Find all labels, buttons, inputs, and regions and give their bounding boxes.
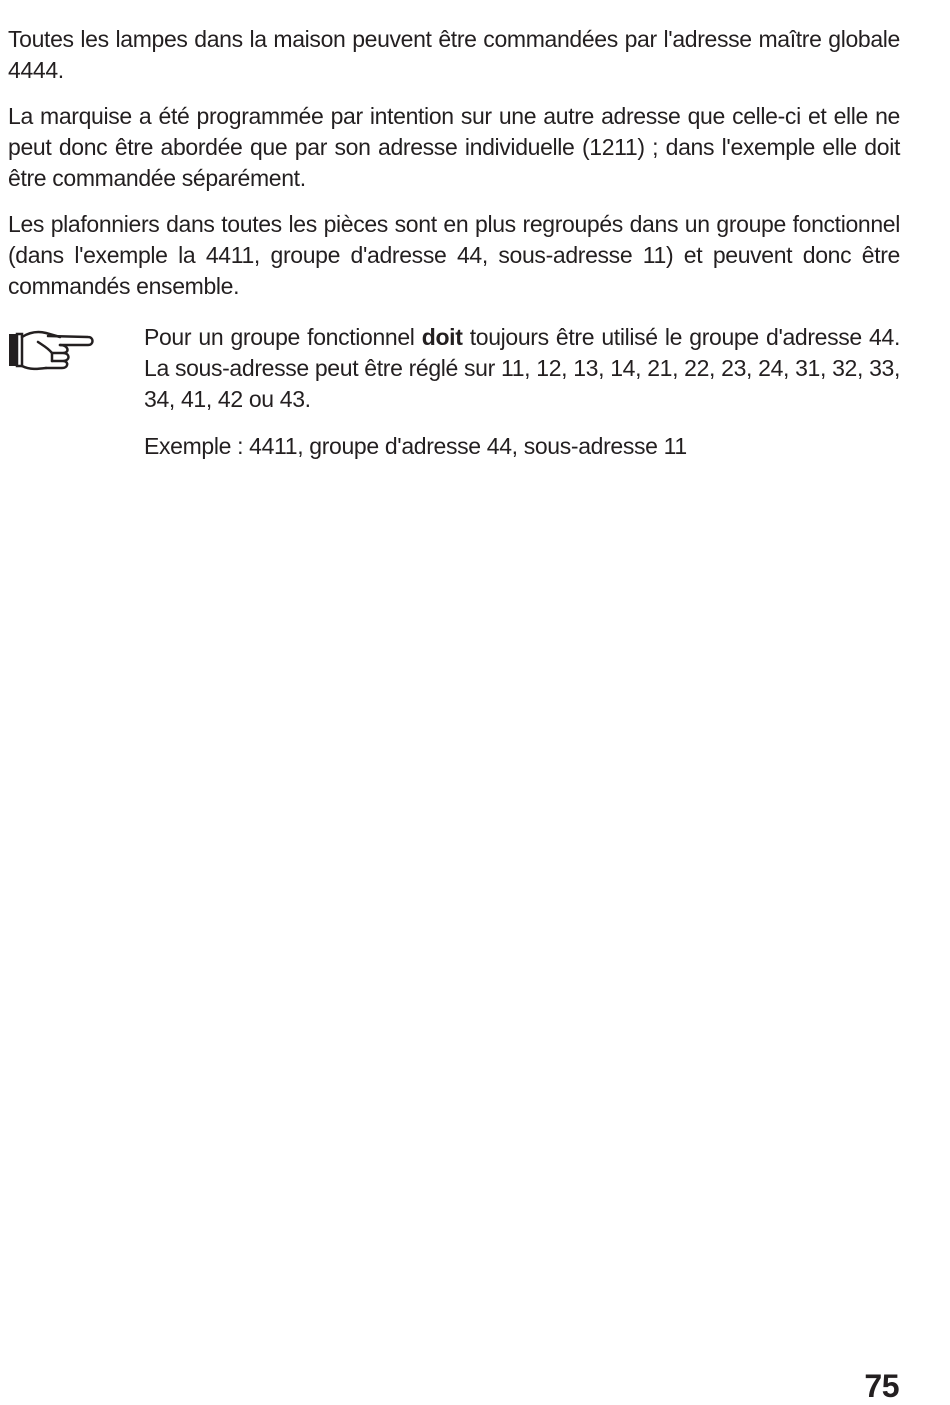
paragraph-ceiling-lights: Les plafonniers dans toutes les pièces sont en plus regroupés dans un groupe fonctionnel (dans l'exemple la 4411, groupe d'adresse 44, sous-adresse 11) et peuvent donc être commandés ensemble. [8,211,900,299]
pointing-hand-icon [8,328,96,376]
paragraph-global-address: Toutes les lampes dans la maison peuvent être commandées par l'adresse maître globale 4444. [8,26,900,83]
note-rule-emphasis: doit [421,324,463,350]
note-rule-tail: toujours être utilisé le groupe d'adresse 44. La sous-adresse peut être réglé sur 11, 12, 13, 14, 21, 22, 23, 24, 31, 32, 33, 34, 41, 42 ou 43. [144,324,900,412]
note-body [144,322,900,462]
note-rule-text [144,322,900,415]
page-number: 75 [864,1368,899,1404]
page-content [8,24,900,478]
paragraph-marquise: La marquise a été programmée par intention sur une autre adresse que celle-ci et elle ne peut donc être abordée que par son adresse individuelle (1211) ; dans l'exemple elle doit être commandée séparément. [8,103,900,191]
note-example: Exemple : 4411, groupe d'adresse 44, sous-adresse 11 [144,433,687,459]
note-box [8,322,900,462]
note-rule-lead: Pour un groupe fonctionnel [144,324,422,350]
